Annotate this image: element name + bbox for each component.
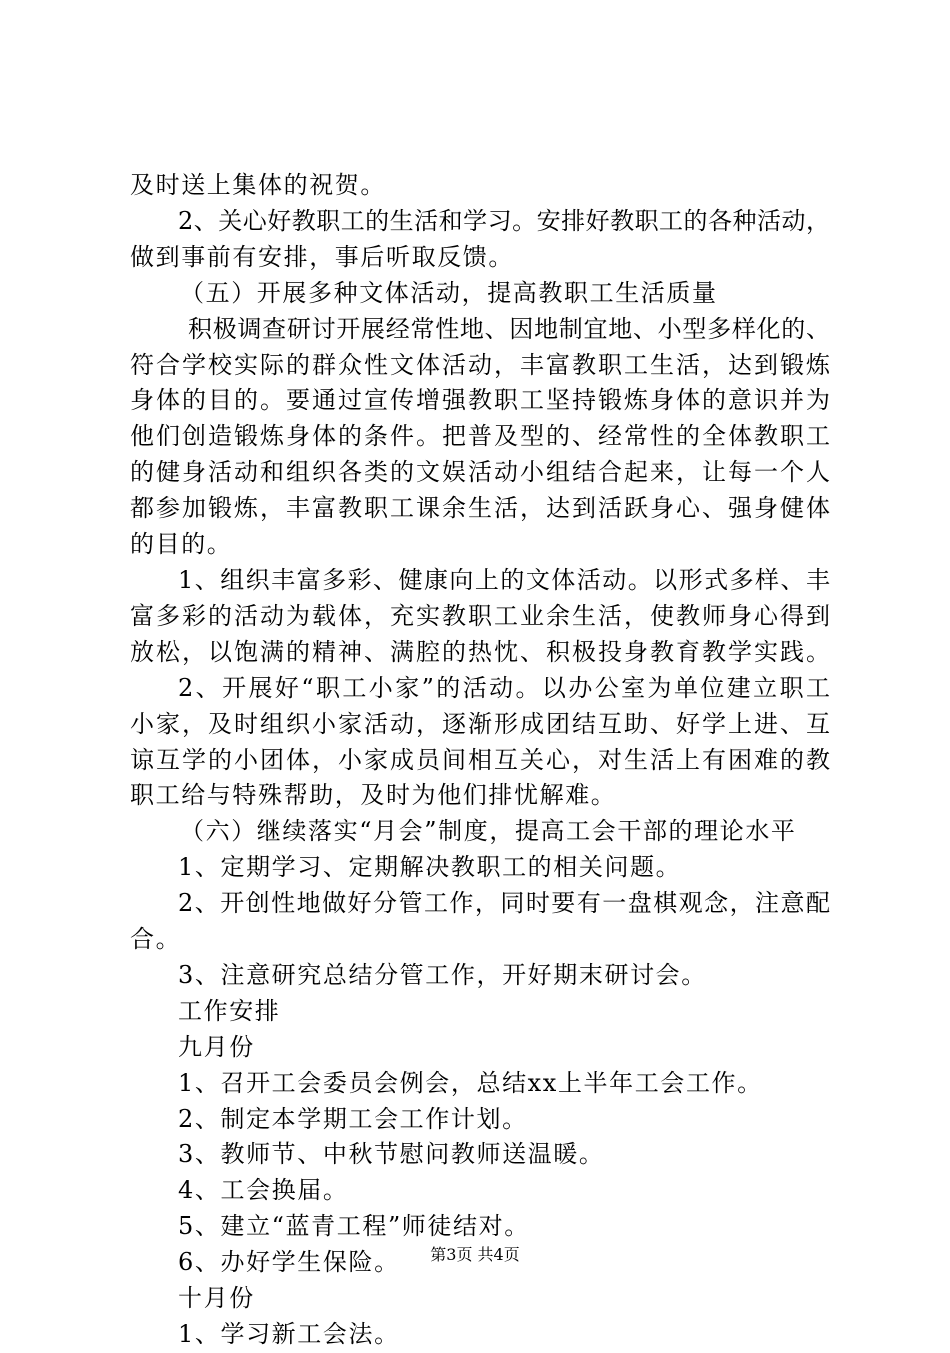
text-line: 职工给与特殊帮助，及时为他们排忧解难。 bbox=[130, 781, 617, 810]
list-item: 5、建立“蓝青工程”师徒结对。 bbox=[178, 1212, 530, 1241]
text-line: 小家，及时组织小家活动，逐渐形成团结互助、好学上进、互 bbox=[130, 709, 830, 738]
text-line: 都参加锻炼，丰富教职工课余生活，达到活跃身心、强身健体 bbox=[130, 494, 830, 523]
list-item: 1、学习新工会法。 bbox=[178, 1320, 400, 1348]
text-line: 2、关心好教职工的生活和学习。安排好教职工的各种活动， bbox=[178, 206, 830, 235]
text-line: 谅互学的小团体，小家成员间相互关心，对生活上有困难的教 bbox=[130, 745, 830, 774]
list-item: 2、制定本学期工会工作计划。 bbox=[178, 1104, 528, 1133]
text-line: 1、组织丰富多彩、健康向上的文体活动。以形式多样、丰 bbox=[178, 565, 830, 594]
text-line: 积极调查研讨开展经常性地、因地制宜地、小型多样化的、 bbox=[188, 314, 830, 343]
section-heading: （六）继续落实“月会”制度，提高工会干部的理论水平 bbox=[180, 817, 797, 846]
text-line: 2、开创性地做好分管工作，同时要有一盘棋观念，注意配 bbox=[178, 889, 830, 918]
page-number: 第3页 共4页 bbox=[430, 1245, 520, 1264]
text-line: 他们创造锻炼身体的条件。把普及型的、经常性的全体教职工 bbox=[130, 422, 830, 451]
text-line: 3、注意研究总结分管工作，开好期末研讨会。 bbox=[178, 960, 707, 989]
text-line: 合。 bbox=[130, 925, 182, 954]
page-footer bbox=[0, 1245, 950, 1265]
text-line: 及时送上集体的祝贺。 bbox=[130, 171, 386, 199]
list-item: 6、办好学生保险。 bbox=[178, 1248, 400, 1277]
list-item: 1、召开工会委员会例会，总结xx上半年工会工作。 bbox=[178, 1068, 763, 1097]
text-line: 2、开展好“职工小家”的活动。以办公室为单位建立职工 bbox=[178, 673, 830, 702]
month-heading: 十月份 bbox=[178, 1284, 255, 1313]
text-line: 放松，以饱满的精神、满腔的热忱、积极投身教育教学实践。 bbox=[130, 637, 830, 666]
text-line: 1、定期学习、定期解决教职工的相关问题。 bbox=[178, 853, 682, 882]
text-line: 身体的目的。要通过宣传增强教职工坚持锻炼身体的意识并为 bbox=[130, 386, 830, 415]
list-item: 3、教师节、中秋节慰问教师送温暖。 bbox=[178, 1140, 605, 1169]
text-line: 富多彩的活动为载体，充实教职工业余生活，使教师身心得到 bbox=[130, 601, 830, 630]
list-item: 4、工会换届。 bbox=[178, 1176, 349, 1205]
document-body bbox=[130, 168, 830, 1353]
section-heading: （五）开展多种文体活动，提高教职工生活质量 bbox=[180, 278, 718, 307]
schedule-heading: 工作安排 bbox=[178, 996, 281, 1025]
text-line: 的健身活动和组织各类的文娱活动小组结合起来，让每一个人 bbox=[130, 458, 830, 487]
month-heading: 九月份 bbox=[178, 1032, 255, 1061]
text-line: 的目的。 bbox=[130, 530, 233, 559]
text-line: 符合学校实际的群众性文体活动，丰富教职工生活，达到锻炼 bbox=[130, 350, 830, 379]
text-line: 做到事前有安排，事后听取反馈。 bbox=[130, 242, 514, 271]
